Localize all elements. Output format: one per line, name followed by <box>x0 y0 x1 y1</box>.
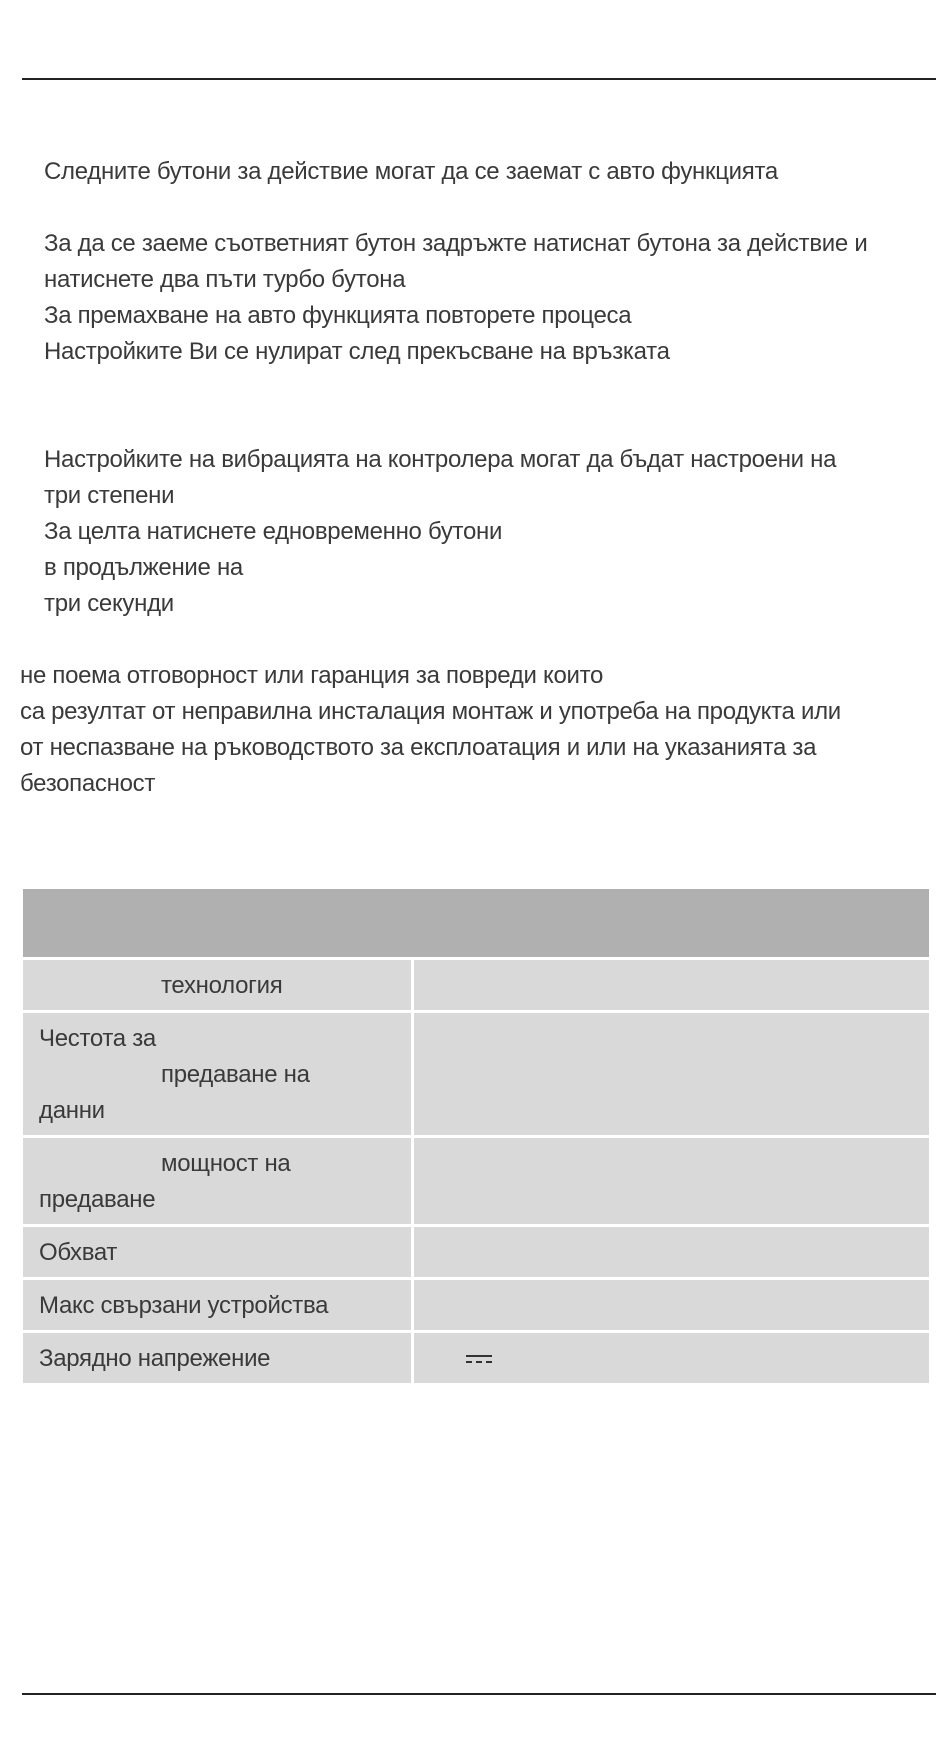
turbo-line-3: За премахване на авто функцията повторете процеса <box>44 302 632 329</box>
table-header-cell <box>22 888 931 959</box>
spec-value-technology <box>413 959 931 1012</box>
technical-specs-table <box>20 886 932 1386</box>
spec-label-text: Обхват <box>39 1239 118 1266</box>
dc-current-icon <box>466 1353 492 1367</box>
spec-label-indented-line <box>39 1146 411 1182</box>
spec-label-indented-line <box>39 1057 411 1093</box>
table-row <box>22 1137 931 1226</box>
turbo-line-2: натиснете два пъти турбо бутона <box>44 266 406 293</box>
disclaimer-line-3: от неспазване на ръководството за експлоатация и или на указанията за <box>20 734 817 761</box>
vibration-line-3b: в продължение на <box>44 554 243 581</box>
spec-value-max-devices <box>413 1279 931 1332</box>
turbo-instructions <box>44 226 884 370</box>
spec-value-charging-voltage <box>413 1332 931 1385</box>
disclaimer-line-2: са резултат от неправилна инсталация монтаж и употреба на продукта или <box>20 698 841 725</box>
spec-label-data-frequency <box>22 1012 413 1137</box>
spec-label-transmit-power <box>22 1137 413 1226</box>
vibration-line-1: Настройките на вибрацията на контролера могат да бъдат настроени на <box>44 446 837 473</box>
disclaimer-line-1 <box>20 658 900 694</box>
auto-intro-text: Следните бутони за действие могат да се заемат с авто функцията <box>44 158 778 185</box>
spec-label-text: Макс свързани устройства <box>39 1292 329 1319</box>
turbo-line-1: За да се заеме съответният бутон задръжте натиснат бутона за действие и <box>44 230 868 257</box>
spec-label-text: предаване <box>39 1186 156 1213</box>
spec-value-range <box>413 1226 931 1279</box>
spec-label-text: технология <box>161 972 283 999</box>
spec-label-range <box>22 1226 413 1279</box>
turbo-line-4: Настройките Ви се нулират след прекъсване на връзката <box>44 338 670 365</box>
table-row <box>22 1332 931 1385</box>
vibration-line-3a: За целта натиснете едновременно бутони <box>44 518 503 545</box>
disclaimer-line-4: безопасност <box>20 770 156 797</box>
liability-disclaimer <box>20 658 900 802</box>
table-row <box>22 1279 931 1332</box>
spec-value-data-frequency <box>413 1012 931 1137</box>
spec-label-max-devices <box>22 1279 413 1332</box>
auto-function-intro <box>44 154 884 190</box>
table-row <box>22 959 931 1012</box>
spec-label-text: Честота за <box>39 1025 156 1052</box>
vibration-line-4: три секунди <box>44 590 174 617</box>
spec-label-text: данни <box>39 1097 105 1124</box>
vibration-line-2: три степени <box>44 482 175 509</box>
spec-value-transmit-power <box>413 1137 931 1226</box>
disclaimer-line-1-text: не поема отговорност или гаранция за повреди които <box>20 662 604 689</box>
spec-label-text: Зарядно напрежение <box>39 1345 271 1372</box>
footer-rule <box>22 1693 936 1695</box>
table-header-row <box>22 888 931 959</box>
vibration-instructions <box>44 442 884 622</box>
vibration-line-3 <box>44 514 884 586</box>
header-rule <box>22 78 936 80</box>
spec-label-technology <box>22 959 413 1012</box>
spec-label-charging-voltage <box>22 1332 413 1385</box>
spec-label-text: предаване на <box>161 1061 310 1088</box>
table-row <box>22 1226 931 1279</box>
table-row <box>22 1012 931 1137</box>
spec-label-text: мощност на <box>161 1150 291 1177</box>
